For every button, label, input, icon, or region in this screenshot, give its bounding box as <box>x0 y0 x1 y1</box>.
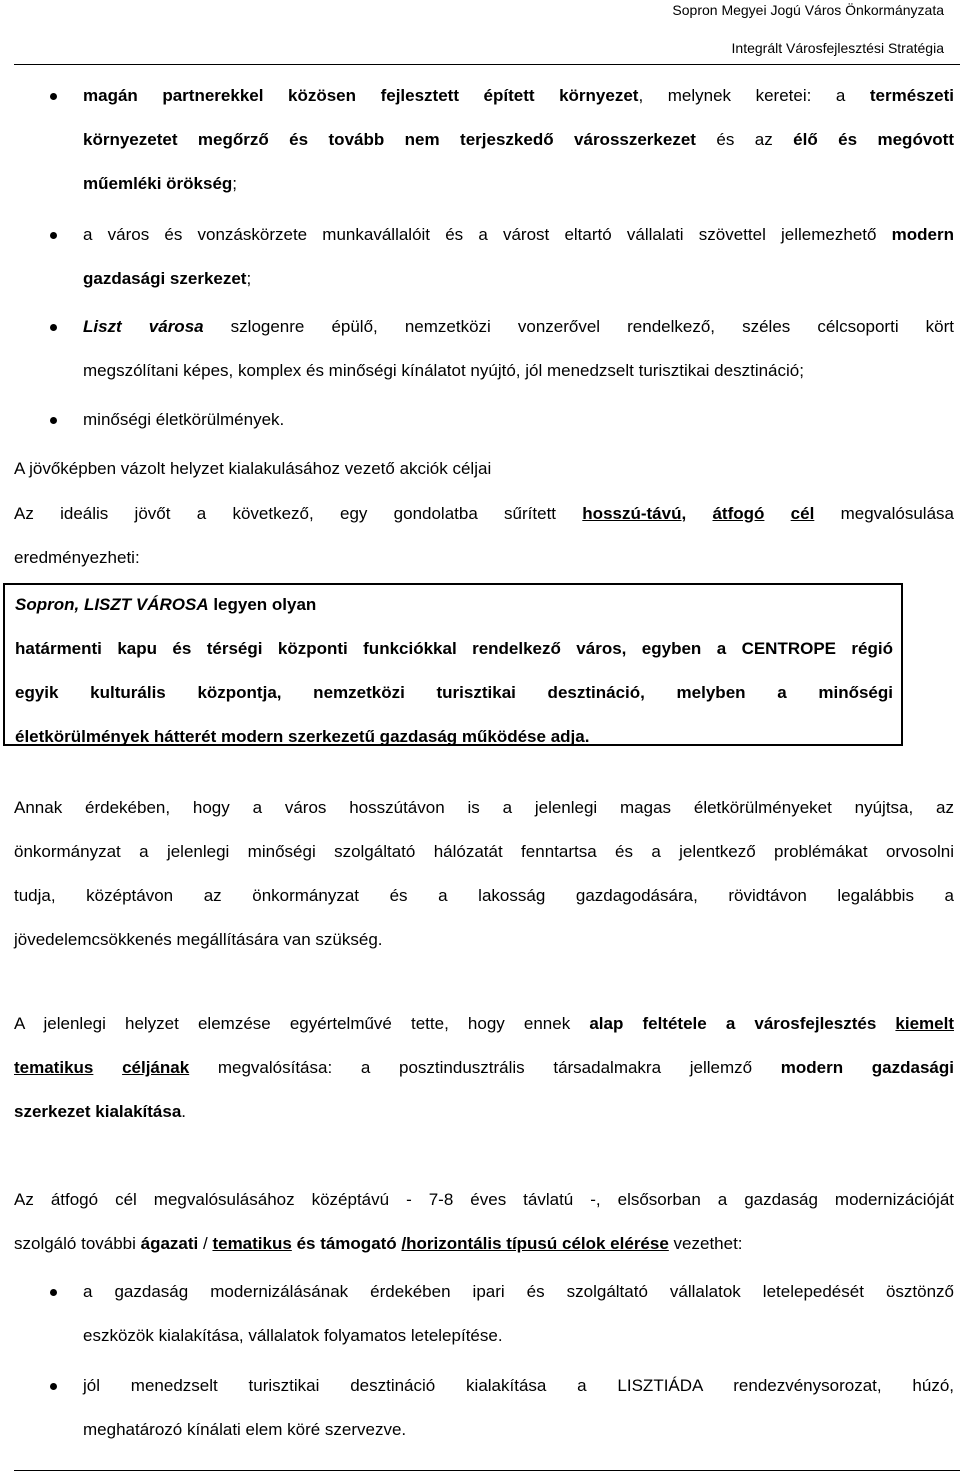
vision-box <box>3 583 903 746</box>
bullet-icon <box>50 93 57 100</box>
list-item-built-environment: magán partnerekkel közösen fejlesztett épített környezet, melynek keretei: a természeti környezetet megőrző és tovább nem terjeszkedő városszerkezet és az élő és megóvott műemléki örökség; <box>83 86 954 193</box>
list-item-tourism: jól menedzselt turisztikai desztináció kialakítása a LISZTIÁDA rendezvénysorozat, húzó, meghatározó kínálati elem köré szervezve. <box>83 1376 954 1439</box>
list-item-living-conditions: minőségi életkörülmények. <box>83 410 285 429</box>
vision-line: egyik kulturális központja, nemzetközi turisztikai desztináció, melyben a minőségi <box>15 683 893 702</box>
bullet-icon <box>50 324 57 331</box>
vision-title: Sopron, LISZT VÁROSA legyen olyan <box>15 595 317 614</box>
intro-paragraph: Az ideális jövőt a következő, egy gondolatba sűrített hosszú-távú, átfogó cél megvalósulása eredményezheti: <box>14 504 954 567</box>
header-document-title: Integrált Városfejlesztési Stratégia <box>731 40 944 56</box>
bullet-icon <box>50 417 57 424</box>
list-item-modernization: a gazdaság modernizálásának érdekében ipari és szolgáltató vállalatok letelepedését ösztönző eszközök kialakítása, vállalatok folyamatos letelepítése. <box>83 1282 954 1345</box>
paragraph-living-standards: Annak érdekében, hogy a város hosszútávon is a jelenlegi magas életkörülményeket nyújtsa, az önkormányzat a jelenlegi minőségi szolgáltató hálózatát fenntartsa és a jelentkező problémákat orvosolni tudja, középtávon az önkormányzat és a lakosság gazdagodására, rövidtávon legalábbis a jövedelemcsökkenés megállítására van szükség. <box>14 798 954 949</box>
paragraph-goals: Az átfogó cél megvalósulásához középtávú - 7-8 éves távlatú -, elsősorban a gazdaság modernizációját szolgáló további ágazati / tematikus és támogató /horizontális típusú célok elérése vezethet: <box>14 1190 954 1253</box>
header-organization: Sopron Megyei Jogú Város Önkormányzata <box>672 2 944 18</box>
bullet-icon <box>50 1289 57 1296</box>
vision-line: életkörülmények hátterét modern szerkezetű gazdaság működése adja. <box>15 727 590 746</box>
section-title: A jövőképben vázolt helyzet kialakulásához vezető akciók céljai <box>14 459 492 478</box>
list-item-economic-structure: a város és vonzáskörzete munkavállalóit és a várost eltartó vállalati szövettel jellemezhető modern gazdasági szerkezet; <box>83 225 954 288</box>
header-rule <box>14 64 960 65</box>
bullet-icon <box>50 1383 57 1390</box>
list-item-liszt-city: Liszt városa szlogenre épülő, nemzetközi vonzerővel rendelkező, széles célcsoporti kört megszólítani képes, komplex és minőségi kínálatot nyújtó, jól menedzselt turisztikai desztináció; <box>83 317 954 380</box>
bullet-icon <box>50 232 57 239</box>
vision-line: határmenti kapu és térségi központi funkciókkal rendelkező város, egyben a CENTROPE régió <box>15 639 893 658</box>
paragraph-analysis: A jelenlegi helyzet elemzése egyértelművé tette, hogy ennek alap feltétele a városfejlesztés kiemelt tematikus céljának megvalósítása: a posztindusztrális társadalmakra jellemző modern gazdasági szerkezet kialakítása. <box>14 1014 955 1121</box>
footer-rule <box>14 1470 960 1471</box>
